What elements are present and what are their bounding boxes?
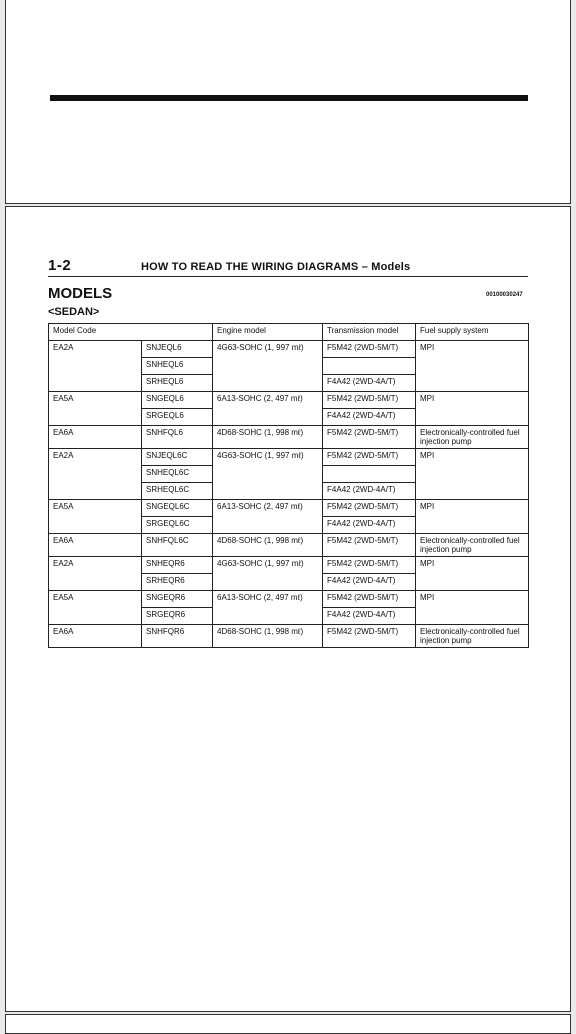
fuel-system-cell: Electronically-controlled fuel injection pump bbox=[416, 625, 529, 648]
table-row bbox=[49, 500, 529, 517]
base-model-cell: EA5A bbox=[49, 591, 142, 625]
table-row bbox=[49, 392, 529, 409]
engine-model-cell: 4D68-SOHC (1, 998 mℓ) bbox=[213, 426, 323, 449]
transmission-cell: F5M42 (2WD-5M/T) bbox=[323, 392, 416, 409]
engine-model-cell: 6A13-SOHC (2, 497 mℓ) bbox=[213, 500, 323, 534]
model-code-cell: SRHEQL6 bbox=[142, 375, 213, 392]
base-model-cell: EA2A bbox=[49, 341, 142, 392]
fuel-system-cell: MPI bbox=[416, 449, 529, 500]
table-body bbox=[49, 341, 529, 648]
column-header: Fuel supply system bbox=[416, 324, 529, 341]
transmission-cell: F5M42 (2WD-5M/T) bbox=[323, 625, 416, 648]
table-row bbox=[49, 341, 529, 358]
column-header: Transmission model bbox=[323, 324, 416, 341]
model-code-cell: SNGEQL6C bbox=[142, 500, 213, 517]
transmission-cell: F4A42 (2WD-4A/T) bbox=[323, 574, 416, 591]
engine-model-cell: 4G63-SOHC (1, 997 mℓ) bbox=[213, 557, 323, 591]
fuel-system-cell: MPI bbox=[416, 392, 529, 426]
table-row bbox=[49, 625, 529, 648]
engine-model-cell: 6A13-SOHC (2, 497 mℓ) bbox=[213, 392, 323, 426]
model-code-cell: SRGEQR6 bbox=[142, 608, 213, 625]
transmission-cell: F4A42 (2WD-4A/T) bbox=[323, 608, 416, 625]
engine-model-cell: 4G63-SOHC (1, 997 mℓ) bbox=[213, 449, 323, 500]
transmission-cell bbox=[323, 358, 416, 375]
engine-model-cell: 4D68-SOHC (1, 998 mℓ) bbox=[213, 625, 323, 648]
model-code-cell: SRHEQR6 bbox=[142, 574, 213, 591]
transmission-cell: F4A42 (2WD-4A/T) bbox=[323, 517, 416, 534]
table-row bbox=[49, 557, 529, 574]
model-code-cell: SNHEQL6 bbox=[142, 358, 213, 375]
table-row bbox=[49, 426, 529, 449]
page-heading: HOW TO READ THE WIRING DIAGRAMS – Models bbox=[141, 261, 411, 273]
fuel-system-cell: MPI bbox=[416, 591, 529, 625]
transmission-cell: F5M42 (2WD-5M/T) bbox=[323, 591, 416, 608]
document-code: 00100030247 bbox=[486, 292, 523, 298]
transmission-cell bbox=[323, 466, 416, 483]
transmission-cell: F5M42 (2WD-5M/T) bbox=[323, 557, 416, 574]
column-header: Engine model bbox=[213, 324, 323, 341]
models-table bbox=[48, 323, 529, 648]
page-rule bbox=[50, 95, 528, 101]
fuel-system-cell: MPI bbox=[416, 557, 529, 591]
model-code-cell: SNHFQL6C bbox=[142, 534, 213, 557]
fuel-system-cell: Electronically-controlled fuel injection pump bbox=[416, 534, 529, 557]
header-rule bbox=[48, 276, 528, 277]
model-code-cell: SRHEQL6C bbox=[142, 483, 213, 500]
table-row bbox=[49, 449, 529, 466]
transmission-cell: F4A42 (2WD-4A/T) bbox=[323, 483, 416, 500]
fuel-system-cell: MPI bbox=[416, 500, 529, 534]
model-code-cell: SNGEQR6 bbox=[142, 591, 213, 608]
model-code-cell: SNGEQL6 bbox=[142, 392, 213, 409]
transmission-cell: F5M42 (2WD-5M/T) bbox=[323, 534, 416, 557]
base-model-cell: EA2A bbox=[49, 557, 142, 591]
model-code-cell: SNHEQL6C bbox=[142, 466, 213, 483]
page-number: 1-2 bbox=[48, 257, 72, 274]
model-code-cell: SRGEQL6 bbox=[142, 409, 213, 426]
section-subtitle: <SEDAN> bbox=[48, 306, 100, 318]
model-code-cell: SNJEQL6C bbox=[142, 449, 213, 466]
model-code-cell: SNJEQL6 bbox=[142, 341, 213, 358]
transmission-cell: F4A42 (2WD-4A/T) bbox=[323, 409, 416, 426]
previous-page bbox=[5, 0, 571, 204]
engine-model-cell: 4G63-SOHC (1, 997 mℓ) bbox=[213, 341, 323, 392]
transmission-cell: F5M42 (2WD-5M/T) bbox=[323, 341, 416, 358]
fuel-system-cell: MPI bbox=[416, 341, 529, 392]
table-row bbox=[49, 534, 529, 557]
transmission-cell: F5M42 (2WD-5M/T) bbox=[323, 449, 416, 466]
table-header-row bbox=[49, 324, 529, 341]
model-code-cell: SRGEQL6C bbox=[142, 517, 213, 534]
base-model-cell: EA5A bbox=[49, 500, 142, 534]
engine-model-cell: 4D68-SOHC (1, 998 mℓ) bbox=[213, 534, 323, 557]
document-page bbox=[5, 206, 571, 1012]
column-header: Model Code bbox=[49, 324, 213, 341]
base-model-cell: EA5A bbox=[49, 392, 142, 426]
base-model-cell: EA6A bbox=[49, 625, 142, 648]
base-model-cell: EA6A bbox=[49, 426, 142, 449]
next-page bbox=[5, 1014, 571, 1034]
base-model-cell: EA6A bbox=[49, 534, 142, 557]
model-code-cell: SNHEQR6 bbox=[142, 557, 213, 574]
model-code-cell: SNHFQL6 bbox=[142, 426, 213, 449]
transmission-cell: F5M42 (2WD-5M/T) bbox=[323, 426, 416, 449]
engine-model-cell: 6A13-SOHC (2, 497 mℓ) bbox=[213, 591, 323, 625]
transmission-cell: F4A42 (2WD-4A/T) bbox=[323, 375, 416, 392]
section-title: MODELS bbox=[48, 285, 113, 302]
model-code-cell: SNHFQR6 bbox=[142, 625, 213, 648]
transmission-cell: F5M42 (2WD-5M/T) bbox=[323, 500, 416, 517]
table-row bbox=[49, 591, 529, 608]
base-model-cell: EA2A bbox=[49, 449, 142, 500]
fuel-system-cell: Electronically-controlled fuel injection pump bbox=[416, 426, 529, 449]
